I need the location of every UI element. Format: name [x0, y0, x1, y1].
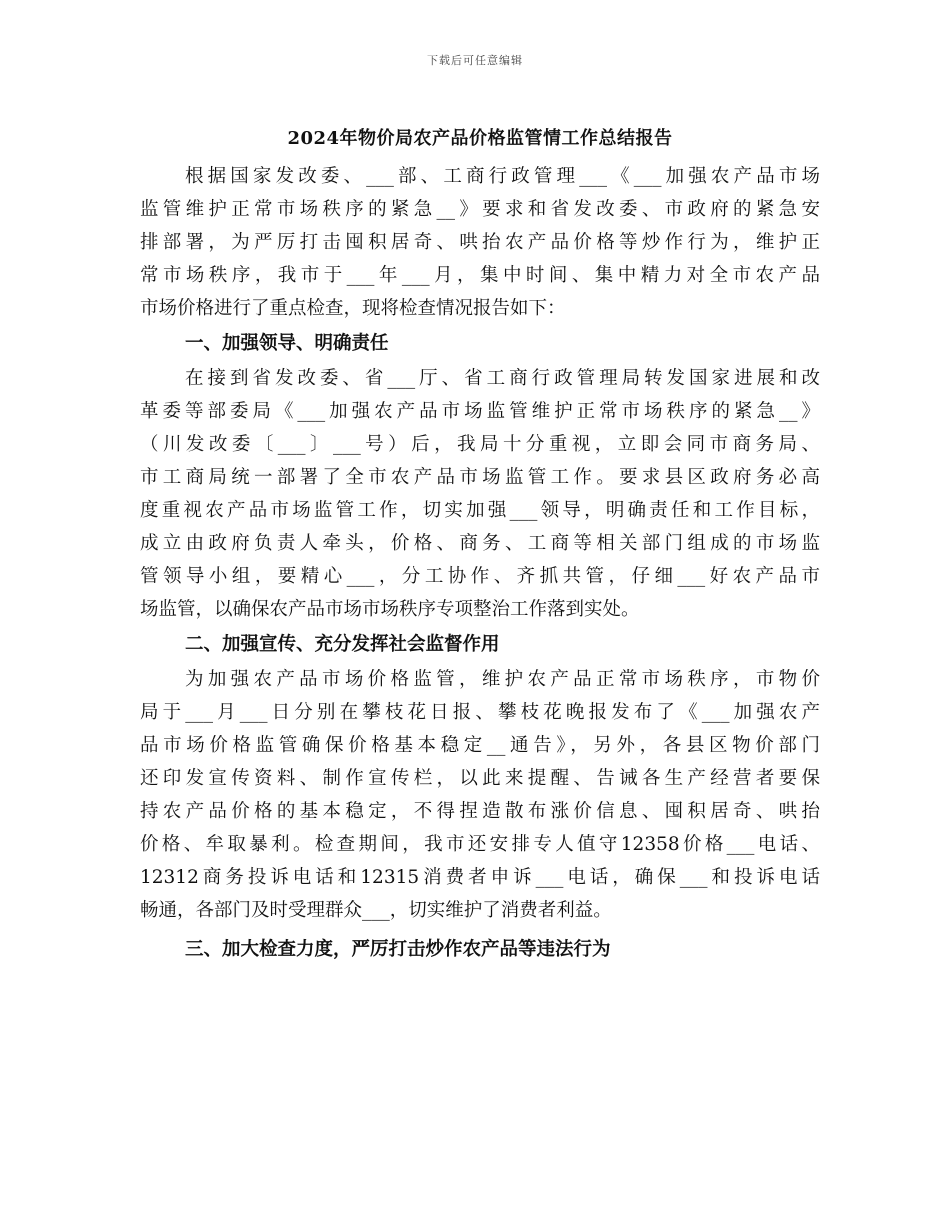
paragraph-line: （川发改委〔___〕___号）后，我局十分重视，立即会同市商务局、: [140, 434, 820, 455]
paragraph-line: 还印发宣传资料、制作宣传栏，以此来提醒、告诫各生产经营者要保: [140, 768, 820, 789]
paragraph-line: 成立由政府负责人牵头，价格、商务、工商等相关部门组成的市场监: [140, 533, 820, 554]
paragraph-line: 革委等部委局《___加强农产品市场监管维护正常市场秩序的紧急__》: [140, 401, 820, 422]
paragraph-line: 在接到省发改委、省___厅、省工商行政管理局转发国家进展和改: [185, 368, 820, 389]
document-title: 2024年物价局农产品价格监管情工作总结报告: [287, 128, 673, 149]
paragraph-line: 为加强农产品市场价格监管，维护农产品正常市场秩序，市物价: [185, 669, 820, 690]
page-header: 下载后可任意编辑: [427, 54, 523, 67]
paragraph-line: 市工商局统一部署了全市农产品市场监管工作。要求县区政府务必高: [140, 467, 820, 488]
paragraph-line: 市场价格进行了重点检查，现将检查情况报告如下：: [140, 298, 566, 319]
paragraph-line: 管领导小组，要精心___，分工协作、齐抓共管，仔细___好农产品市: [140, 566, 820, 587]
document-body: [140, 160, 820, 968]
section-heading: 二、加强宣传、充分发挥社会监督作用: [185, 634, 500, 655]
section-heading: 三、加大检查力度，严厉打击炒作农产品等违法行为: [185, 939, 611, 960]
paragraph-line: 度重视农产品市场监管工作，切实加强___领导，明确责任和工作目标，: [140, 500, 820, 521]
paragraph-line: 场监管，以确保农产品市场市场秩序专项整治工作落到实处。: [140, 599, 640, 620]
section-heading: 一、加强领导、明确责任: [185, 333, 389, 354]
paragraph-line: 排部署，为严厉打击囤积居奇、哄抬农产品价格等炒作行为，维护正: [140, 232, 820, 253]
paragraph-line: 根据国家发改委、___部、工商行政管理___《___加强农产品市场: [185, 166, 820, 187]
paragraph-line: 局于___月___日分别在攀枝花日报、攀枝花晚报发布了《___加强农产: [140, 702, 820, 723]
paragraph-line: 12312商务投诉电话和12315消费者申诉___电话，确保___和投诉电话: [140, 867, 820, 888]
paragraph-line: 持农产品价格的基本稳定，不得捏造散布涨价信息、囤积居奇、哄抬: [140, 801, 820, 822]
paragraph-line: 畅通，各部门及时受理群众___，切实维护了消费者利益。: [140, 900, 612, 921]
paragraph-line: 监管维护正常市场秩序的紧急__》要求和省发改委、市政府的紧急安: [140, 199, 820, 220]
paragraph-line: 常市场秩序，我市于___年___月，集中时间、集中精力对全市农产品: [140, 265, 820, 286]
paragraph-line: 品市场价格监管确保价格基本稳定__通告》，另外，各县区物价部门: [140, 735, 820, 756]
paragraph-line: 价格、牟取暴利。检查期间，我市还安排专人值守12358价格___电话、: [140, 834, 820, 855]
